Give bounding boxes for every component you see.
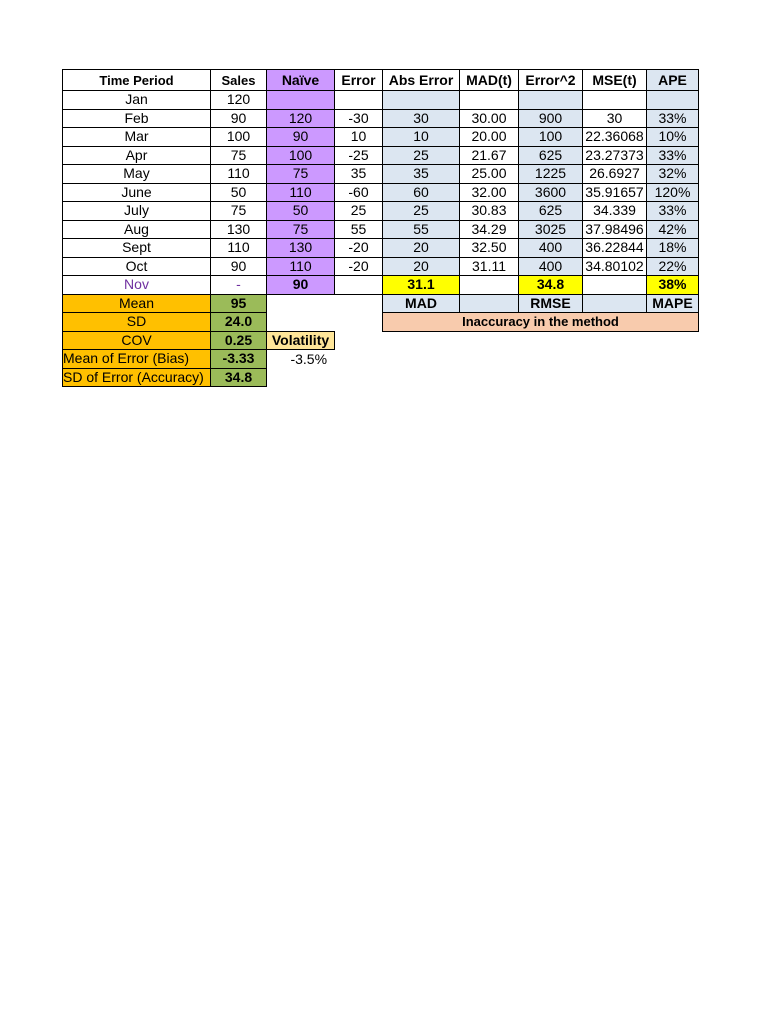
ape-cell[interactable]: 33% [647, 109, 699, 128]
abs-error-cell[interactable]: 20 [383, 239, 460, 258]
mean-value[interactable]: 95 [211, 294, 267, 313]
mse-t-cell[interactable] [583, 91, 647, 110]
forecast-error[interactable] [335, 276, 383, 295]
error-cell[interactable]: -30 [335, 109, 383, 128]
mad-t-cell[interactable]: 20.00 [460, 128, 519, 147]
error-squared-cell[interactable]: 1225 [519, 165, 583, 184]
bias-value[interactable]: -3.33 [211, 350, 267, 369]
error-squared-cell[interactable]: 625 [519, 202, 583, 221]
table-row [63, 239, 699, 258]
sales-cell[interactable]: 110 [211, 239, 267, 258]
cov-value[interactable]: 0.25 [211, 331, 267, 350]
period-cell[interactable]: Apr [63, 146, 211, 165]
error-cell[interactable] [335, 91, 383, 110]
table-row [63, 128, 699, 147]
cov-label[interactable]: COV [63, 331, 211, 350]
sales-cell[interactable]: 75 [211, 202, 267, 221]
header-naive[interactable]: Naïve [267, 70, 335, 91]
table-row [63, 257, 699, 276]
sales-cell[interactable]: 130 [211, 220, 267, 239]
mad-label-spacer[interactable] [460, 294, 519, 313]
header-abs-error[interactable]: Abs Error [383, 70, 460, 91]
mad-value[interactable]: 31.1 [383, 276, 460, 295]
error-cell[interactable]: -20 [335, 257, 383, 276]
sales-cell[interactable]: 75 [211, 146, 267, 165]
abs-error-cell[interactable]: 25 [383, 202, 460, 221]
abs-error-cell[interactable]: 20 [383, 257, 460, 276]
table-row [63, 109, 699, 128]
table-row [63, 202, 699, 221]
mad-t-cell[interactable]: 31.11 [460, 257, 519, 276]
mad-t-cell[interactable] [460, 91, 519, 110]
header-sales[interactable]: Sales [211, 70, 267, 91]
table-row [63, 183, 699, 202]
sd-label[interactable]: SD [63, 313, 211, 332]
mean-row [63, 294, 699, 313]
header-time-period[interactable]: Time Period [63, 70, 211, 91]
abs-error-cell[interactable]: 30 [383, 109, 460, 128]
naive-cell[interactable]: 110 [267, 183, 335, 202]
ape-cell[interactable]: 120% [647, 183, 699, 202]
error-cell[interactable]: 10 [335, 128, 383, 147]
accuracy-row [63, 368, 699, 387]
sales-cell[interactable]: 100 [211, 128, 267, 147]
forecast-row [63, 276, 699, 295]
volatility-label[interactable]: Volatility [267, 331, 335, 350]
error-cell[interactable]: 35 [335, 165, 383, 184]
abs-error-cell[interactable] [383, 91, 460, 110]
mse-t-cell[interactable]: 34.80102 [583, 257, 647, 276]
error-squared-cell[interactable]: 3025 [519, 220, 583, 239]
forecast-period[interactable]: Nov [63, 276, 211, 295]
mad-t-cell[interactable]: 30.00 [460, 109, 519, 128]
naive-cell[interactable]: 75 [267, 220, 335, 239]
period-cell[interactable]: Mar [63, 128, 211, 147]
mse-t-cell[interactable]: 35.91657 [583, 183, 647, 202]
mse-t-cell[interactable]: 37.98496 [583, 220, 647, 239]
period-cell[interactable]: Sept [63, 239, 211, 258]
error-cell[interactable]: -20 [335, 239, 383, 258]
naive-cell[interactable]: 75 [267, 165, 335, 184]
abs-error-cell[interactable]: 35 [383, 165, 460, 184]
ape-cell[interactable]: 33% [647, 146, 699, 165]
ape-cell[interactable]: 32% [647, 165, 699, 184]
error-cell[interactable]: -60 [335, 183, 383, 202]
period-cell[interactable]: Aug [63, 220, 211, 239]
sd-value[interactable]: 24.0 [211, 313, 267, 332]
naive-cell[interactable]: 100 [267, 146, 335, 165]
error-squared-cell[interactable]: 100 [519, 128, 583, 147]
header-error[interactable]: Error [335, 70, 383, 91]
mse-t-cell[interactable]: 23.27373 [583, 146, 647, 165]
error-squared-cell[interactable]: 3600 [519, 183, 583, 202]
error-cell[interactable]: 55 [335, 220, 383, 239]
accuracy-label[interactable]: SD of Error (Accuracy) [63, 368, 211, 387]
period-cell[interactable]: May [63, 165, 211, 184]
sd-row [63, 313, 699, 332]
period-cell[interactable]: June [63, 183, 211, 202]
error-squared-cell[interactable]: 625 [519, 146, 583, 165]
ape-cell[interactable]: 10% [647, 128, 699, 147]
rmse-label-spacer[interactable] [583, 294, 647, 313]
forecast-spreadsheet [62, 69, 699, 387]
rmse-label[interactable]: RMSE [519, 294, 583, 313]
mse-t-cell[interactable]: 22.36068 [583, 128, 647, 147]
mad-t-cell[interactable]: 21.67 [460, 146, 519, 165]
header-ape[interactable]: APE [647, 70, 699, 91]
mad-t-cell[interactable]: 32.00 [460, 183, 519, 202]
table-row [63, 91, 699, 110]
mse-t-cell[interactable]: 26.6927 [583, 165, 647, 184]
mad-t-cell[interactable]: 34.29 [460, 220, 519, 239]
forecast-mse-t[interactable] [583, 276, 647, 295]
ape-cell[interactable] [647, 91, 699, 110]
sales-cell[interactable]: 90 [211, 109, 267, 128]
period-cell[interactable]: Oct [63, 257, 211, 276]
period-cell[interactable]: Jan [63, 91, 211, 110]
mad-t-cell[interactable]: 25.00 [460, 165, 519, 184]
ape-cell[interactable]: 22% [647, 257, 699, 276]
table-row [63, 165, 699, 184]
mad-label[interactable]: MAD [383, 294, 460, 313]
error-squared-cell[interactable] [519, 91, 583, 110]
sales-cell[interactable]: 120 [211, 91, 267, 110]
accuracy-value[interactable]: 34.8 [211, 368, 267, 387]
bias-label[interactable]: Mean of Error (Bias) [63, 350, 211, 369]
mad-t-cell[interactable]: 30.83 [460, 202, 519, 221]
error-squared-cell[interactable]: 400 [519, 239, 583, 258]
naive-cell[interactable]: 130 [267, 239, 335, 258]
inaccuracy-note[interactable]: Inaccuracy in the method [383, 313, 699, 332]
abs-error-cell[interactable]: 10 [383, 128, 460, 147]
forecast-sales[interactable]: - [211, 276, 267, 295]
table-row [63, 220, 699, 239]
error-cell[interactable]: -25 [335, 146, 383, 165]
naive-cell[interactable]: 110 [267, 257, 335, 276]
forecast-naive[interactable]: 90 [267, 276, 335, 295]
error-squared-cell[interactable]: 400 [519, 257, 583, 276]
cov-row [63, 331, 699, 350]
mean-label[interactable]: Mean [63, 294, 211, 313]
sales-cell[interactable]: 90 [211, 257, 267, 276]
mse-t-cell[interactable]: 36.22844 [583, 239, 647, 258]
period-cell[interactable]: July [63, 202, 211, 221]
volatility-value[interactable]: -3.5% [290, 350, 328, 367]
abs-error-cell[interactable]: 60 [383, 183, 460, 202]
naive-cell[interactable]: 50 [267, 202, 335, 221]
header-error-squared[interactable]: Error^2 [519, 70, 583, 91]
header-mse-t[interactable]: MSE(t) [583, 70, 647, 91]
naive-cell[interactable]: 90 [267, 128, 335, 147]
table-row [63, 146, 699, 165]
abs-error-cell[interactable]: 55 [383, 220, 460, 239]
mape-value[interactable]: 38% [647, 276, 699, 295]
sales-cell[interactable]: 50 [211, 183, 267, 202]
abs-error-cell[interactable]: 25 [383, 146, 460, 165]
forecast-mad-t[interactable] [460, 276, 519, 295]
ape-cell[interactable]: 33% [647, 202, 699, 221]
mse-t-cell[interactable]: 30 [583, 109, 647, 128]
mse-t-cell[interactable]: 34.339 [583, 202, 647, 221]
header-row [63, 70, 699, 91]
header-mad-t[interactable]: MAD(t) [460, 70, 519, 91]
bias-row [63, 350, 699, 369]
period-cell[interactable]: Feb [63, 109, 211, 128]
rmse-value[interactable]: 34.8 [519, 276, 583, 295]
ape-cell[interactable]: 18% [647, 239, 699, 258]
sales-cell[interactable]: 110 [211, 165, 267, 184]
ape-cell[interactable]: 42% [647, 220, 699, 239]
mad-t-cell[interactable]: 32.50 [460, 239, 519, 258]
error-cell[interactable]: 25 [335, 202, 383, 221]
naive-cell[interactable]: 120 [267, 109, 335, 128]
error-squared-cell[interactable]: 900 [519, 109, 583, 128]
naive-cell[interactable] [267, 91, 335, 110]
mape-label[interactable]: MAPE [647, 294, 699, 313]
